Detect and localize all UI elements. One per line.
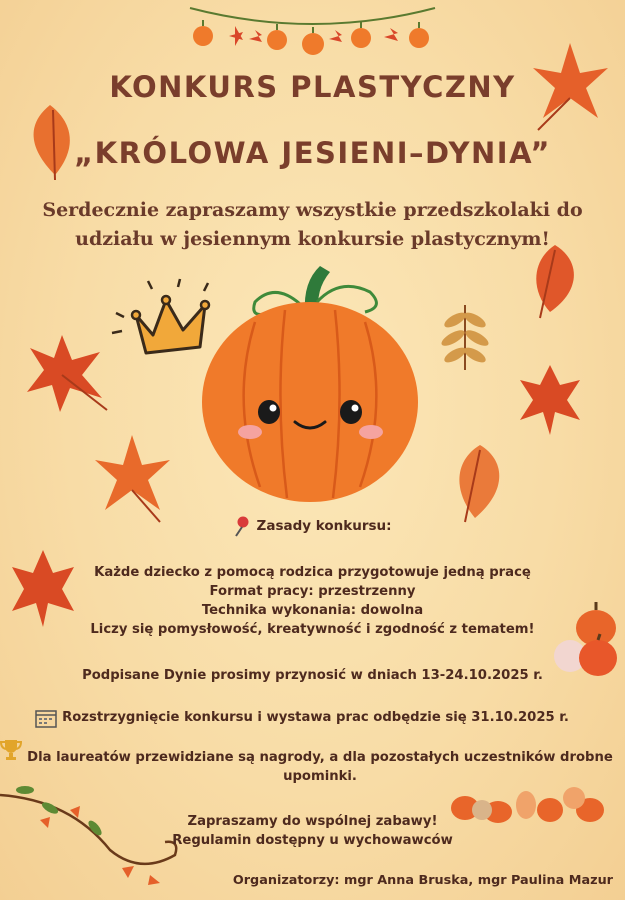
title-line-1: KONKURS PLASTYCZNY [109, 70, 516, 104]
rule-item: Każde dziecko z pomocą rodzica przygotowuje jedną pracę [94, 565, 531, 580]
organizers-text: Organizatorzy: mgr Anna Bruska, mgr Paulina Mazur [232, 873, 613, 888]
closing-line-1: Zapraszamy do wspólnej zabawy! [187, 814, 438, 829]
intro-line-2: udziału w jesiennym konkursie plastycznym! [75, 228, 550, 250]
rules-list [0, 563, 625, 639]
calendar-icon [35, 708, 57, 728]
leaf-icon [515, 360, 585, 440]
leaf-icon [22, 330, 112, 415]
title-line-2: „KRÓLOWA JESIENI–DYNIA” [74, 136, 551, 170]
trophy-row [0, 738, 22, 766]
rule-item: Format pracy: przestrzenny [209, 584, 416, 599]
intro-text [30, 196, 595, 254]
rules-heading-row [0, 515, 625, 537]
trophy-icon [0, 738, 22, 762]
intro-line-1: Serdecznie zapraszamy wszystkie przedszkolaki do [42, 199, 583, 221]
prizes-line-2: upominki. [283, 769, 357, 784]
results-row [35, 707, 595, 728]
leaf-icon [435, 300, 495, 375]
pumpkin-illustration [195, 262, 425, 512]
closing-line-2: Regulamin dostępny u wychowawców [172, 833, 453, 848]
rule-item: Liczy się pomysłowość, kreatywność i zgodność z tematem! [90, 622, 535, 637]
delivery-text: Podpisane Dynie prosimy przynosić w dniach 13-24.10.2025 r. [82, 668, 543, 683]
leaf-icon [90, 430, 175, 525]
closing-text [0, 812, 625, 850]
rule-item: Technika wykonania: dowolna [201, 603, 424, 618]
results-text: Rozstrzygnięcie konkursu i wystawa prac odbędzie się 31.10.2025 r. [62, 710, 569, 725]
rules-heading: Zasady konkursu: [256, 518, 392, 534]
leaf-icon [440, 440, 515, 525]
prizes-text [20, 748, 620, 786]
garland-decoration [185, 0, 440, 55]
prizes-line-1: Dla laureatów przewidziane są nagrody, a dla pozostałych uczestników drobne [27, 750, 613, 765]
pin-icon [233, 515, 251, 537]
